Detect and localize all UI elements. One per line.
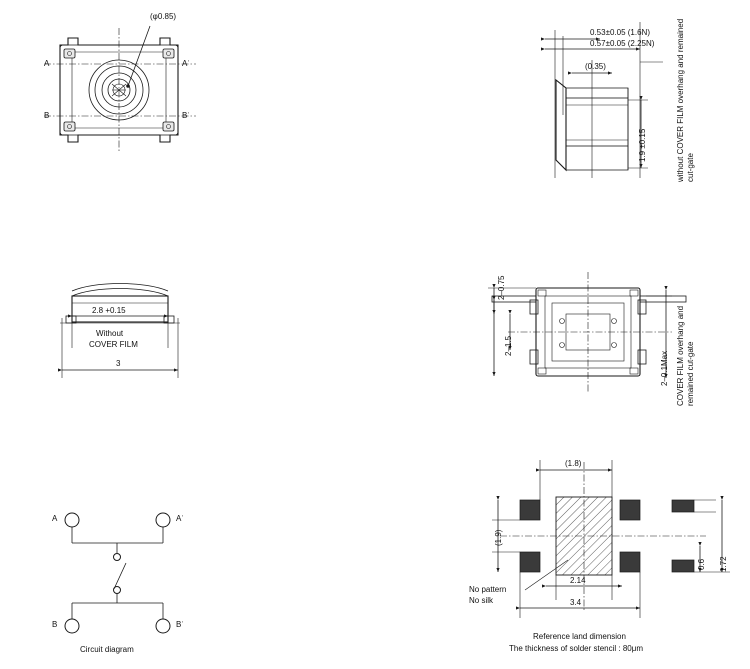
- top-view-diameter-callout: (φ0.85): [150, 12, 177, 21]
- front-note-line1: Without: [96, 329, 124, 338]
- circuit-diagram-geometry: [65, 513, 170, 633]
- circuit-terminal-b: B: [52, 620, 58, 629]
- bottom-view-note: COVER FILM overhang and remained cut-gate: [676, 305, 695, 406]
- terminal-label-a-prime: Aˈ: [182, 59, 190, 68]
- top-view-geometry: [44, 26, 196, 152]
- circuit-diagram-caption: Circuit diagram: [80, 645, 134, 654]
- circuit-terminal-a: A: [52, 514, 58, 523]
- side-dim-057: 0.57±0.05 (2.25N): [590, 39, 655, 48]
- side-view-note: without COVER FILM overhang and remained cut-gate: [676, 18, 695, 182]
- circuit-terminal-b-prime: Bˈ: [176, 620, 184, 629]
- bottom-view-geometry: [488, 272, 686, 392]
- land-dim-172: 1.72: [719, 556, 728, 572]
- terminal-label-a: A: [44, 59, 50, 68]
- terminal-label-b-prime: Bˈ: [182, 111, 190, 120]
- side-dim-19: 1.9 ±0.15: [638, 128, 647, 162]
- land-caption-line2: The thickness of solder stencil : 80μm: [509, 644, 643, 653]
- front-note-line2: COVER FILM: [89, 340, 138, 349]
- land-dim-18: (1.8): [565, 459, 582, 468]
- bottom-dim-2-15: 2–1.5: [504, 335, 513, 356]
- front-dim-28: 2.8 +0.15: [92, 306, 126, 315]
- bottom-dim-2-01max: 2–0.1Max: [660, 350, 669, 386]
- land-callout-no-silk: No silk: [469, 596, 494, 605]
- land-pattern-geometry: [492, 460, 730, 618]
- land-dim-214: 2.14: [570, 576, 586, 585]
- terminal-label-b: B: [44, 111, 50, 120]
- land-dim-06: 0.6: [697, 558, 706, 570]
- bottom-dim-2-075: 2–0.75: [497, 275, 506, 300]
- land-callout-no-pattern: No pattern: [469, 585, 507, 594]
- land-caption-line1: Reference land dimension: [533, 632, 626, 641]
- front-dim-3: 3: [116, 359, 121, 368]
- side-dim-053: 0.53±0.05 (1.6N): [590, 28, 650, 37]
- side-dim-035: (0.35): [585, 62, 606, 71]
- land-dim-19: (1.9): [494, 529, 503, 546]
- circuit-terminal-a-prime: Aˈ: [176, 514, 184, 523]
- land-dim-34: 3.4: [570, 598, 582, 607]
